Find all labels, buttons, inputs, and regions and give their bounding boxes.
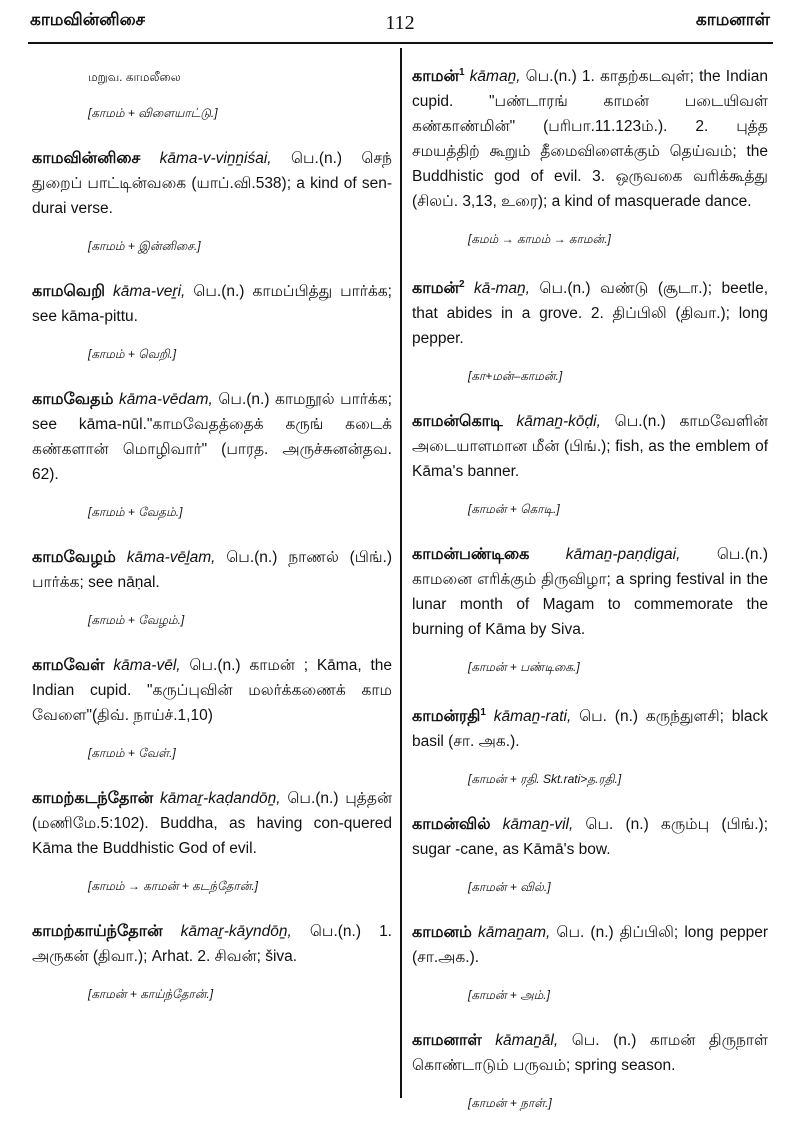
etymology: [காமம் + வேதம்.] — [88, 505, 183, 519]
left-column — [32, 60, 392, 1027]
etymology: [காமம் + வெறி.] — [88, 347, 177, 361]
transliteration: kāmaṟ-kāyndōṉ, — [162, 923, 292, 940]
definition: பெ.(n.) 1. அருகன் (திவா.); Arhat. 2. சிவன்; šiva. — [32, 923, 392, 965]
dictionary-entry — [32, 786, 392, 861]
etymology: [காமம் + இன்னிசை.] — [88, 239, 201, 253]
headword: காமன் — [412, 280, 459, 298]
transliteration: kāmaṟ-kaḍandōṉ, — [153, 790, 281, 807]
transliteration: kāma-vēdam, — [113, 391, 213, 408]
dictionary-entry — [412, 272, 768, 351]
dictionary-entry — [32, 653, 392, 728]
dictionary-entry — [32, 146, 392, 221]
dictionary-entry — [32, 387, 392, 487]
headword: காமனம் — [412, 924, 472, 942]
page-number: 112 — [385, 12, 415, 34]
headword: காமவேழம் — [32, 549, 116, 566]
transliteration: kāmaṉāl, — [481, 1032, 559, 1050]
etymology: [காமன் + நாள்.] — [468, 1096, 552, 1111]
dictionary-entry — [32, 919, 392, 969]
etymology: [காமன் + வில்.] — [468, 880, 551, 895]
definition: பெ.(n.) காமனை எரிக்கும் திருவிழா; a spring festival in the lunar month of Magam to commemorate the burning of Kāma by Siva. — [412, 546, 768, 639]
transliteration: kāmaṉ-paṇḍigai, — [529, 546, 681, 564]
dictionary-entry — [412, 542, 768, 642]
column-divider — [400, 48, 402, 1098]
transliteration: kāma-veṟi, — [105, 283, 186, 300]
etymology: [காமன் + கொடி.] — [468, 502, 560, 517]
definition: பெ.(n.) புத்தன் (மணிமே.5:102). Buddha, as having con-quered Kāma the Buddhistic God of evil. — [32, 790, 392, 857]
definition: பெ.(n.) காமநூல் பார்க்க; see kāma-nūl."காமவேதத்தைக் கருங் கடைக் கண்களான் மொழிவார்" (பாரத. அருச்சுனன்தவ. 62). — [32, 391, 392, 483]
definition: பெ. (n.) திப்பிலி; long pepper (சா.அக.). — [412, 924, 768, 967]
headword: காமன்வில் — [412, 816, 491, 834]
etymology: [காமன் + அம்.] — [468, 988, 550, 1003]
dictionary-entry — [32, 545, 392, 595]
definition: பெ.(n.) காமவேளின் அடையாளமான மீன் (பிங்.); fish, as the emblem of Kāma's banner. — [412, 413, 769, 481]
etymology: [காமம் → காமன் + கடந்தோன்.] — [88, 879, 259, 893]
transliteration: kāma-v-viṉṉiśai, — [140, 150, 272, 167]
transliteration: kāmaṉ-vil, — [490, 816, 574, 834]
transliteration: kāmaṉ-kōḍi, — [502, 413, 601, 431]
dictionary-entry — [412, 812, 768, 862]
definition: பெ.(n.) செந் துறைப் பாட்டின்வகை (யாப்.வி.538); a kind of sen-durai verse. — [32, 150, 393, 217]
homograph-number: 1 — [480, 707, 486, 719]
dictionary-entry — [412, 700, 768, 754]
transliteration: kāmaṉ, — [464, 68, 521, 86]
definition: பெ.(n.) வண்டு (சூடா.); beetle, that abides in a grove. 2. திப்பிலி (திவா.); long pepper. — [412, 280, 768, 348]
etymology: [காமன் + பண்டிகை.] — [468, 660, 580, 675]
definition: பெ.(n.) 1. காதற்கடவுள்; the Indian cupid. "பண்டாரங் காமன் படையிவள் கண்காண்மின்" (பரிபா.11.123ம்.). 2. புத்த சமயத்திற் கூறும் தீமைவிளைக்கும் தெய்வம்; the Buddhistic god of evil. 3. ஒருவகை வரிக்கூத்து (சிலப். 3,13, உரை); a kind of masquerade dance. — [412, 68, 768, 211]
header-rule — [28, 42, 773, 44]
etymology: [கமம் → காமம் → காமன்.] — [468, 232, 611, 247]
dictionary-entry — [412, 920, 768, 970]
etymology: [காமம் + விளையாட்டு.] — [88, 106, 218, 120]
definition: பெ. (n.) கரும்பு (பிங்.); sugar -cane, as Kāmā's bow. — [412, 816, 768, 859]
headword: காமவேதம் — [32, 391, 114, 408]
transliteration: kāmaṉ-rati, — [485, 708, 572, 726]
running-head-right: காமனாள் — [695, 10, 770, 29]
definition: பெ.(n.) காமன் ; Kāma, the Indian cupid. "கருப்புவின் மலர்க்கணைக் காம வேளை"(திவ். நாய்ச்.1,10) — [32, 657, 392, 724]
right-column — [412, 60, 768, 1136]
headword: காமன்பண்டிகை — [412, 546, 530, 564]
etymology: [காமம் + வேழம்.] — [88, 613, 185, 627]
synonym-note: மறுவ. காமலீலை — [88, 70, 181, 84]
etymology: [காமன் + ரதி. Skt.rati>த.ரதி.] — [468, 772, 622, 787]
homograph-number: 2 — [458, 279, 465, 291]
headword: காமவேள் — [32, 657, 105, 674]
dictionary-entry — [412, 1028, 768, 1078]
headword: காமன்கொடி — [412, 413, 503, 431]
running-head-left: காமவின்னிசை — [30, 10, 146, 29]
headword: காமன் — [412, 68, 459, 86]
definition: பெ.(n.) காமப்பித்து பார்க்க; see kāma-pittu. — [32, 283, 392, 325]
headword: காமற்கடந்தோன் — [32, 790, 154, 807]
headword: காமவெறி — [32, 283, 105, 300]
transliteration: kā-maṉ, — [464, 280, 530, 298]
dictionary-entry — [32, 279, 392, 329]
transliteration: kāma-vēl, — [104, 657, 181, 674]
dictionary-entry — [412, 409, 768, 484]
etymology: [காமன் + காய்ந்தோன்.] — [88, 987, 214, 1001]
definition: பெ. (n.) காமன் திருநாள் கொண்டாடும் பருவம்; spring season. — [412, 1032, 768, 1075]
etymology: [காமம் + வேள்.] — [88, 746, 176, 760]
transliteration: kāma-vēḻam, — [115, 549, 216, 566]
transliteration: kāmaṉam, — [471, 924, 551, 942]
definition: பெ. (n.) கருந்துளசி; black basil (சா. அக.). — [412, 708, 768, 751]
headword: காமவின்னிசை — [32, 150, 141, 167]
headword: காமனாள் — [412, 1032, 482, 1050]
etymology: [கா+மன்–காமன்.] — [468, 369, 563, 384]
headword: காமற்காய்ந்தோன் — [32, 923, 163, 940]
headword: காமன்ரதி — [412, 708, 481, 726]
dictionary-entry — [412, 60, 768, 214]
definition: பெ.(n.) நாணல் (பிங்.) பார்க்க; see nāṇal. — [32, 549, 392, 591]
homograph-number: 1 — [458, 67, 465, 78]
